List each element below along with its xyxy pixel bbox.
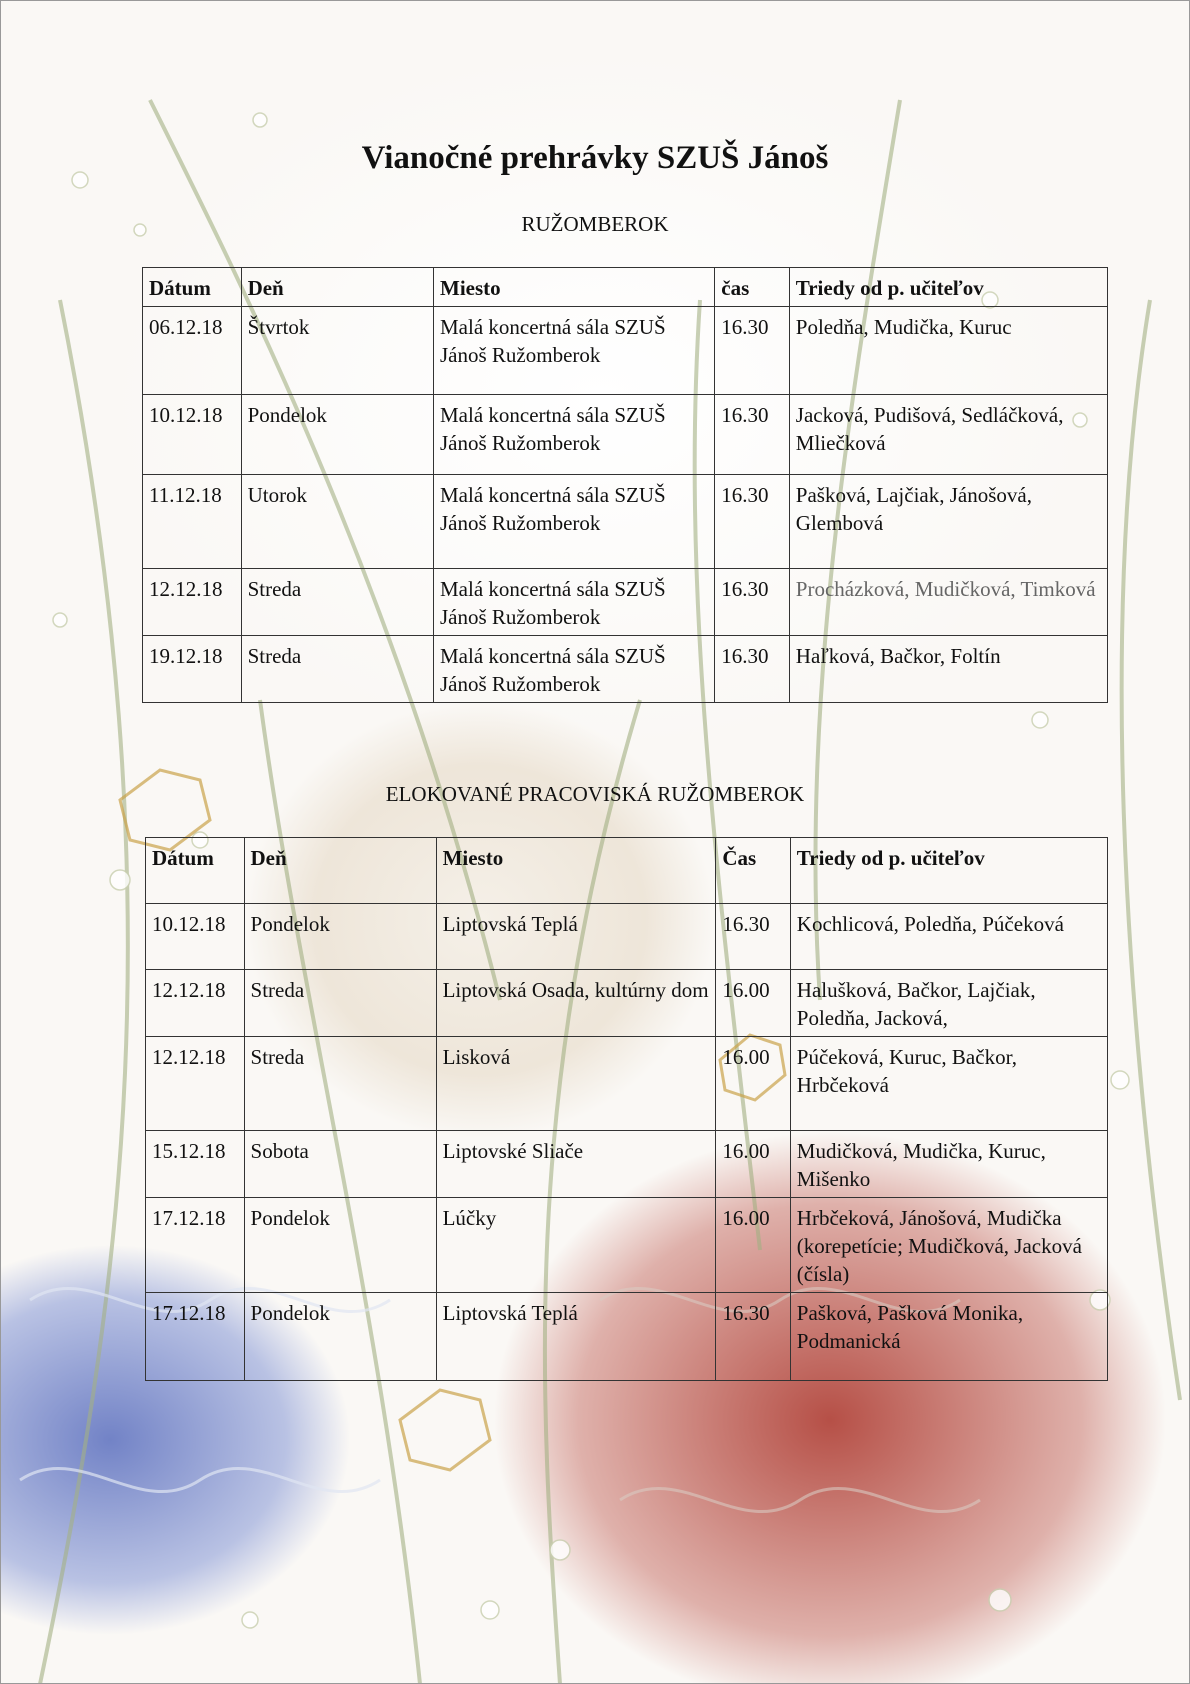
cell-date: 12.12.18 bbox=[143, 569, 242, 636]
schedule-table-elokovane bbox=[145, 837, 1108, 1381]
table-header-row bbox=[143, 268, 1108, 307]
cell-classes: Jacková, Pudišová, Sedláčková, Mliečková bbox=[789, 395, 1107, 475]
cell-place: Liptovská Osada, kultúrny dom bbox=[436, 970, 716, 1037]
cell-classes: Púčeková, Kuruc, Bačkor, Hrbčeková bbox=[790, 1037, 1107, 1131]
cell-day: Streda bbox=[241, 636, 433, 703]
cell-time: 16.00 bbox=[716, 970, 790, 1037]
cell-day: Streda bbox=[244, 1037, 436, 1131]
cell-date: 10.12.18 bbox=[143, 395, 242, 475]
cell-day: Pondelok bbox=[241, 395, 433, 475]
cell-date: 11.12.18 bbox=[143, 475, 242, 569]
table-header-row bbox=[146, 838, 1108, 904]
cell-time: 16.30 bbox=[716, 1293, 790, 1381]
cell-time: 16.30 bbox=[715, 307, 789, 395]
cell-day: Pondelok bbox=[244, 904, 436, 970]
cell-date: 12.12.18 bbox=[146, 1037, 245, 1131]
cell-time: 16.00 bbox=[716, 1198, 790, 1293]
cell-date: 12.12.18 bbox=[146, 970, 245, 1037]
header-place: Miesto bbox=[436, 838, 716, 904]
header-time: čas bbox=[715, 268, 789, 307]
cell-place: Malá koncertná sála SZUŠ Jánoš Ružomberok bbox=[434, 636, 715, 703]
cell-date: 15.12.18 bbox=[146, 1131, 245, 1198]
section-title-elokovane: ELOKOVANÉ PRACOVISKÁ RUŽOMBEROK bbox=[385, 782, 805, 806]
cell-place: Malá koncertná sála SZUŠ Jánoš Ružomberok bbox=[434, 475, 715, 569]
table-row bbox=[146, 904, 1108, 970]
cell-day: Štvrtok bbox=[241, 307, 433, 395]
cell-classes: Procházková, Mudičková, Timková bbox=[789, 569, 1107, 636]
cell-time: 16.00 bbox=[716, 1037, 790, 1131]
header-day: Deň bbox=[241, 268, 433, 307]
cell-time: 16.30 bbox=[715, 475, 789, 569]
cell-place: Malá koncertná sála SZUŠ Jánoš Ružomberok bbox=[434, 395, 715, 475]
header-classes: Triedy od p. učiteľov bbox=[789, 268, 1107, 307]
cell-place: Lúčky bbox=[436, 1198, 716, 1293]
cell-day: Sobota bbox=[244, 1131, 436, 1198]
cell-day: Pondelok bbox=[244, 1198, 436, 1293]
page-title: Vianočné prehrávky SZUŠ Jánoš bbox=[361, 140, 829, 176]
table-row bbox=[146, 970, 1108, 1037]
header-day: Deň bbox=[244, 838, 436, 904]
cell-classes: Hrbčeková, Jánošová, Mudička (korepetície; Mudičková, Jacková (čísla) bbox=[790, 1198, 1107, 1293]
schedule-table-ruzomberok bbox=[142, 267, 1108, 703]
cell-place: Liptovské Sliače bbox=[436, 1131, 716, 1198]
table-row bbox=[143, 569, 1108, 636]
cell-time: 16.30 bbox=[715, 569, 789, 636]
cell-classes: Pašková, Lajčiak, Jánošová, Glembová bbox=[789, 475, 1107, 569]
table-row bbox=[146, 1293, 1108, 1381]
cell-place: Malá koncertná sála SZUŠ Jánoš Ružomberok bbox=[434, 569, 715, 636]
cell-date: 10.12.18 bbox=[146, 904, 245, 970]
cell-place: Liptovská Teplá bbox=[436, 1293, 716, 1381]
table-row bbox=[146, 1037, 1108, 1131]
header-place: Miesto bbox=[434, 268, 715, 307]
cell-day: Pondelok bbox=[244, 1293, 436, 1381]
cell-place: Liptovská Teplá bbox=[436, 904, 716, 970]
cell-classes: Halušková, Bačkor, Lajčiak, Poledňa, Jacková, bbox=[790, 970, 1107, 1037]
cell-place: Malá koncertná sála SZUŠ Jánoš Ružomberok bbox=[434, 307, 715, 395]
table-row bbox=[143, 307, 1108, 395]
cell-day: Utorok bbox=[241, 475, 433, 569]
header-date: Dátum bbox=[146, 838, 245, 904]
cell-time: 16.00 bbox=[716, 1131, 790, 1198]
cell-classes: Poledňa, Mudička, Kuruc bbox=[789, 307, 1107, 395]
cell-day: Streda bbox=[241, 569, 433, 636]
cell-date: 17.12.18 bbox=[146, 1198, 245, 1293]
table-row bbox=[143, 395, 1108, 475]
table-row bbox=[146, 1198, 1108, 1293]
cell-place: Lisková bbox=[436, 1037, 716, 1131]
table-row bbox=[146, 1131, 1108, 1198]
header-date: Dátum bbox=[143, 268, 242, 307]
cell-classes: Haľková, Bačkor, Foltín bbox=[789, 636, 1107, 703]
header-classes: Triedy od p. učiteľov bbox=[790, 838, 1107, 904]
cell-classes: Kochlicová, Poledňa, Púčeková bbox=[790, 904, 1107, 970]
cell-date: 19.12.18 bbox=[143, 636, 242, 703]
cell-day: Streda bbox=[244, 970, 436, 1037]
cell-time: 16.30 bbox=[715, 395, 789, 475]
cell-date: 06.12.18 bbox=[143, 307, 242, 395]
cell-time: 16.30 bbox=[716, 904, 790, 970]
table-row bbox=[143, 636, 1108, 703]
cell-classes: Mudičková, Mudička, Kuruc, Mišenko bbox=[790, 1131, 1107, 1198]
header-time: Čas bbox=[716, 838, 790, 904]
section-title-ruzomberok: RUŽOMBEROK bbox=[521, 212, 669, 236]
cell-time: 16.30 bbox=[715, 636, 789, 703]
table-row bbox=[143, 475, 1108, 569]
cell-classes: Pašková, Pašková Monika, Podmanická bbox=[790, 1293, 1107, 1381]
cell-date: 17.12.18 bbox=[146, 1293, 245, 1381]
